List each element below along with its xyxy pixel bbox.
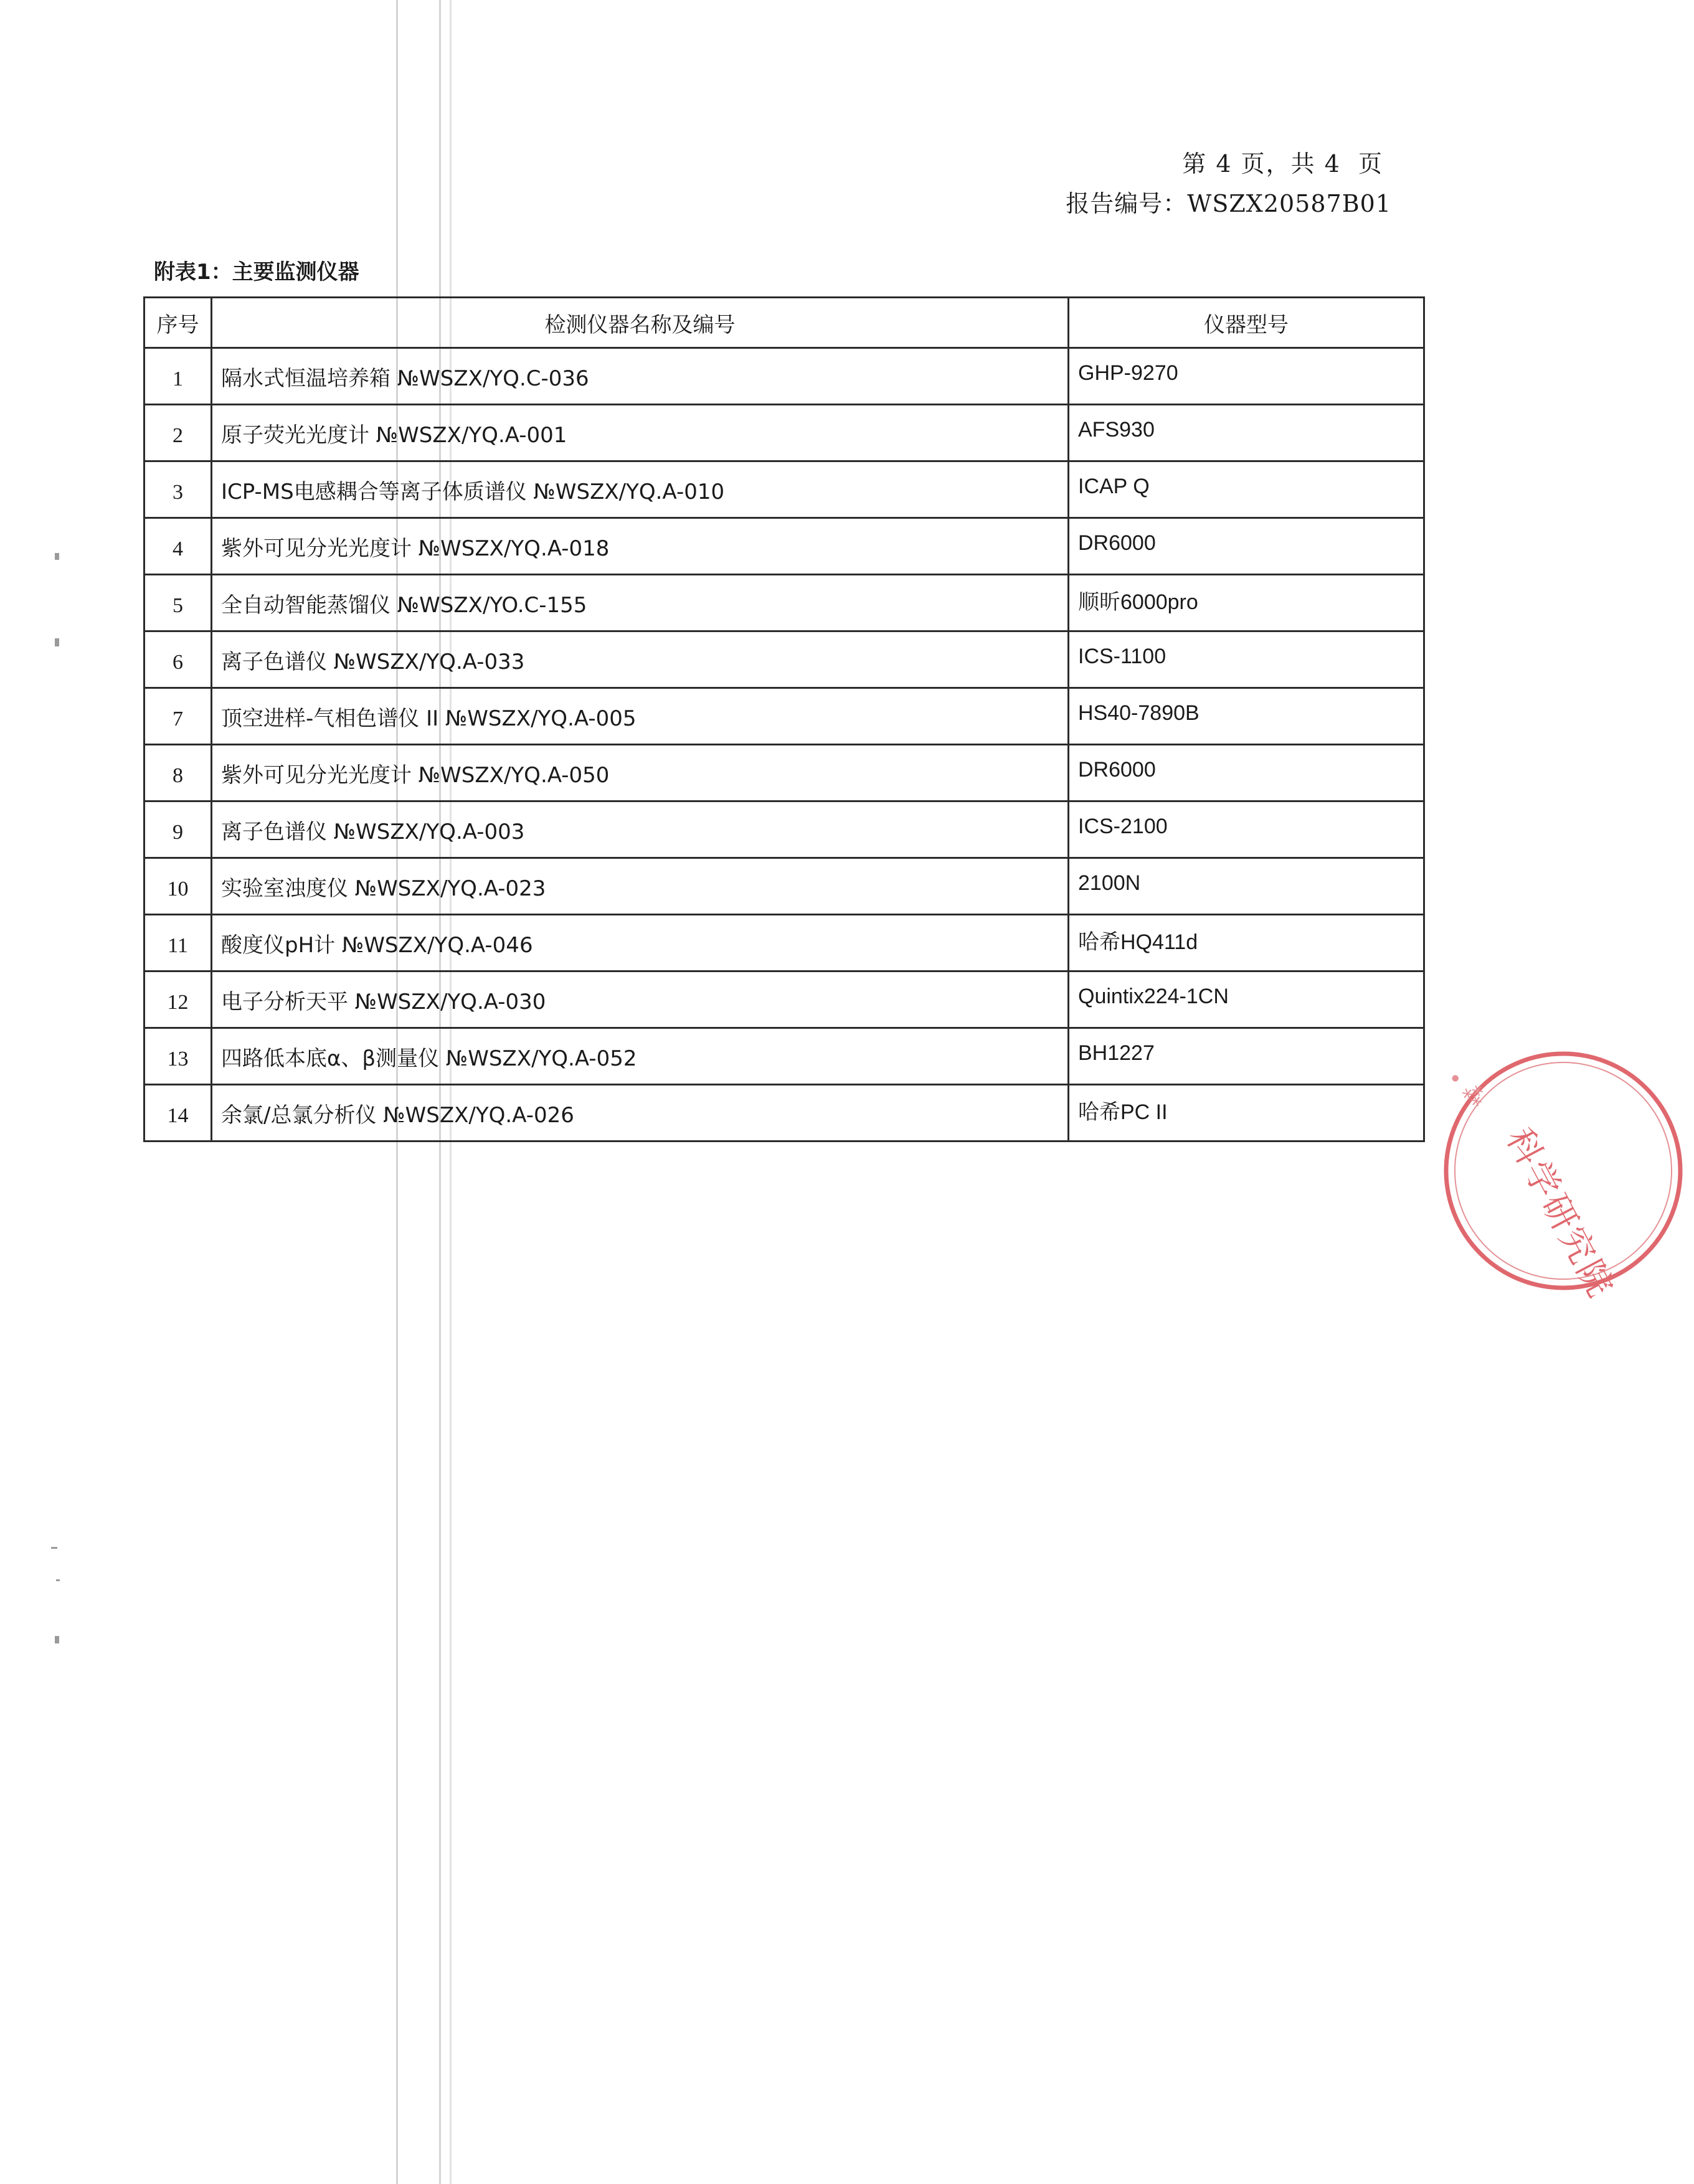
column-header-instrument-name: 检测仪器名称及编号: [212, 298, 1069, 348]
row-index: 1: [144, 348, 212, 405]
instrument-name: 隔水式恒温培养箱 №WSZX/YQ.C-036: [212, 348, 1069, 405]
instrument-name: 离子色谱仪 №WSZX/YQ.A-003: [212, 801, 1069, 858]
instrument-model: 哈希HQ411d: [1069, 915, 1424, 971]
scan-mark: [55, 1636, 59, 1643]
table-row: [144, 801, 1424, 858]
instrument-model: 顺昕6000pro: [1069, 575, 1424, 631]
row-index: 7: [144, 688, 212, 745]
svg-text:• ⁂: • ⁂: [1441, 1065, 1491, 1113]
row-index: 5: [144, 575, 212, 631]
table-row: [144, 461, 1424, 518]
scan-mark: [51, 1547, 57, 1549]
row-index: 6: [144, 631, 212, 688]
instrument-model: GHP-9270: [1069, 348, 1424, 405]
svg-text:科学研究院: 科学研究院: [1498, 1122, 1622, 1306]
instrument-name: 全自动智能蒸馏仪 №WSZX/YO.C-155: [212, 575, 1069, 631]
table-row: [144, 631, 1424, 688]
instrument-model: AFS930: [1069, 405, 1424, 461]
row-index: 13: [144, 1028, 212, 1085]
instrument-model: ICAP Q: [1069, 461, 1424, 518]
table-header-row: [144, 298, 1424, 348]
instrument-name: ICP-MS电感耦合等离子体质谱仪 №WSZX/YQ.A-010: [212, 461, 1069, 518]
instrument-name: 原子荧光光度计 №WSZX/YQ.A-001: [212, 405, 1069, 461]
row-index: 12: [144, 971, 212, 1028]
instrument-model: 2100N: [1069, 858, 1424, 915]
table-row: [144, 348, 1424, 405]
row-index: 2: [144, 405, 212, 461]
table-row: [144, 575, 1424, 631]
table-row: [144, 915, 1424, 971]
instrument-model: HS40-7890B: [1069, 688, 1424, 745]
table-row: [144, 688, 1424, 745]
instrument-model: BH1227: [1069, 1028, 1424, 1085]
table-row: [144, 745, 1424, 801]
instrument-name: 实验室浊度仪 №WSZX/YQ.A-023: [212, 858, 1069, 915]
row-index: 14: [144, 1085, 212, 1142]
table-row: [144, 1085, 1424, 1142]
row-index: 10: [144, 858, 212, 915]
scan-mark: [55, 638, 59, 646]
instrument-model: DR6000: [1069, 745, 1424, 801]
official-seal: [1432, 1046, 1622, 1306]
instrument-name: 余氯/总氯分析仪 №WSZX/YQ.A-026: [212, 1085, 1069, 1142]
row-index: 3: [144, 461, 212, 518]
instrument-name: 四路低本底α、β测量仪 №WSZX/YQ.A-052: [212, 1028, 1069, 1085]
row-index: 8: [144, 745, 212, 801]
table-row: [144, 518, 1424, 575]
table-row: [144, 858, 1424, 915]
instrument-name: 紫外可见分光光度计 №WSZX/YQ.A-050: [212, 745, 1069, 801]
column-header-model: 仪器型号: [1069, 298, 1424, 348]
instrument-model: ICS-2100: [1069, 801, 1424, 858]
table-row: [144, 971, 1424, 1028]
instrument-model: Quintix224-1CN: [1069, 971, 1424, 1028]
row-index: 9: [144, 801, 212, 858]
instrument-name: 电子分析天平 №WSZX/YQ.A-030: [212, 971, 1069, 1028]
column-header-index: 序号: [144, 298, 212, 348]
instrument-name: 紫外可见分光光度计 №WSZX/YQ.A-018: [212, 518, 1069, 575]
instrument-model: ICS-1100: [1069, 631, 1424, 688]
seal-stamp-icon: [1432, 1046, 1694, 1306]
row-index: 4: [144, 518, 212, 575]
table-row: [144, 405, 1424, 461]
instrument-model: 哈希PC II: [1069, 1085, 1424, 1142]
appendix-title: 附表1：主要监测仪器: [154, 260, 359, 285]
scan-mark: [56, 1579, 60, 1581]
scan-mark: [55, 553, 59, 560]
row-index: 11: [144, 915, 212, 971]
instrument-name: 离子色谱仪 №WSZX/YQ.A-033: [212, 631, 1069, 688]
instrument-model: DR6000: [1069, 518, 1424, 575]
instrument-table: [143, 296, 1425, 1142]
instrument-name: 酸度仪pH计 №WSZX/YQ.A-046: [212, 915, 1069, 971]
instrument-name: 顶空进样-气相色谱仪 II №WSZX/YQ.A-005: [212, 688, 1069, 745]
report-number: 报告编号：WSZX20587B01: [1066, 190, 1391, 217]
page-number: 第 4 页，共 4 页: [1182, 150, 1383, 177]
table-row: [144, 1028, 1424, 1085]
